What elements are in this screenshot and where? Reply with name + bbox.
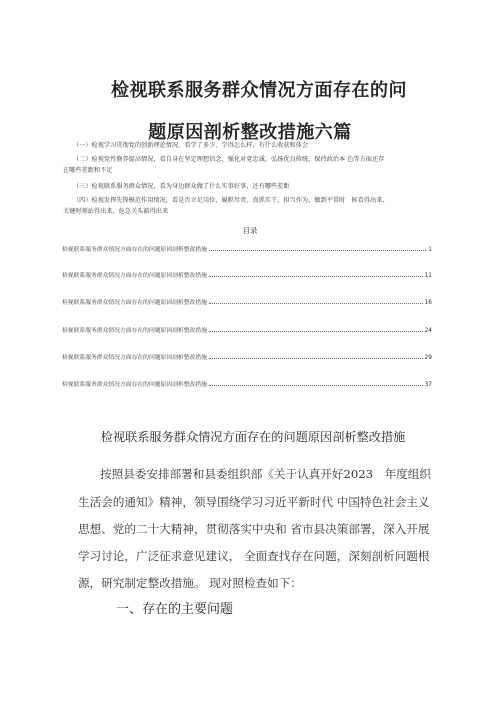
toc-entry[interactable]	[62, 243, 432, 253]
toc-entry-title[interactable]: 检视联系服务群众情况方面存在的问题原因剖析整改措施	[62, 273, 207, 279]
body-paragraph-line-4: 学习讨论，广泛征求意见建议， 全面查找存在问题，深刻剖析问题根	[78, 549, 430, 563]
toc-heading: 目录	[242, 226, 258, 235]
toc-leader-dots	[209, 330, 423, 332]
toc-leader-dots	[209, 275, 423, 277]
body-paragraph-line-5: 源，研究制定整改措施。 现对照检查如下：	[78, 576, 302, 590]
heading-main-problems: 一、存在的主要问题	[116, 602, 234, 617]
toc-leader-dots	[209, 384, 423, 386]
toc-entry[interactable]	[62, 296, 432, 306]
intro-line-2: （二）检视党性修养提高情况，看自身在坚定理想信念、强化对党忠诚、弘扬优良传统、保持政治本 色等方面还存	[73, 156, 385, 163]
toc-entry[interactable]	[62, 269, 432, 279]
intro-line-1: （一）检视学习贯彻党的创新理论情况，看学了多少、学得怎么样，有什么收获和体会	[73, 142, 309, 149]
body-paragraph-line-3: 思想、党的二十大精神，贯彻落实中央和 省市县决策部署，深入开展	[78, 522, 430, 536]
toc-entry[interactable]	[62, 351, 432, 361]
document-title-line-2: 题原因剖析整改措施六篇	[148, 122, 352, 143]
toc-entry-title[interactable]: 检视联系服务群众情况方面存在的问题原因剖析整改措施	[62, 300, 207, 306]
toc-leader-dots	[209, 249, 426, 251]
toc-entry-title[interactable]: 检视联系服务群众情况方面存在的问题原因剖析整改措施	[62, 382, 207, 388]
toc-entry-page[interactable]: 24	[424, 328, 432, 334]
toc-entry-page[interactable]: 29	[424, 355, 432, 361]
toc-entry[interactable]	[62, 378, 432, 388]
toc-entry-title[interactable]: 检视联系服务群众情况方面存在的问题原因剖析整改措施	[62, 328, 207, 334]
toc-leader-dots	[209, 302, 423, 304]
intro-line-5: （四）检视发挥先锋模范作用情况，看是否立足岗位、履职尽责、真抓实干、担当作为，做到平常时 候看得出来、	[73, 197, 389, 204]
toc-entry-title[interactable]: 检视联系服务群众情况方面存在的问题原因剖析整改措施	[62, 355, 207, 361]
body-paragraph-line-2: 生活会的通知》精神，领导围绕学习习近平新时代 中国特色社会主义	[78, 495, 430, 509]
toc-entry-page[interactable]: 37	[424, 382, 432, 388]
toc-entry-page[interactable]: 11	[424, 273, 432, 279]
body-paragraph-line-1: 按照县委安排部署和县委组织部《关于认真开好2023 年度组织	[100, 467, 431, 481]
document-title-line-1: 检视联系服务群众情况方面存在的问	[111, 80, 407, 101]
toc-entry[interactable]	[62, 324, 432, 334]
toc-entry-page[interactable]: 16	[424, 300, 432, 306]
intro-line-4: （三）检视联系服务群众情况，看为身边群众做了什么实事好事，还有哪些差距	[73, 183, 290, 190]
intro-line-6: 关键时刻站得出来、危急关头豁得出来	[63, 208, 169, 215]
toc-leader-dots	[209, 357, 423, 359]
intro-line-3: 在哪些差距和不足	[63, 167, 113, 174]
toc-entry-page[interactable]: 1	[428, 247, 432, 253]
section-title: 检视联系服务群众情况方面存在的问题原因剖析整改措施	[100, 430, 406, 444]
toc-entry-title[interactable]: 检视联系服务群众情况方面存在的问题原因剖析整改措施	[62, 247, 207, 253]
